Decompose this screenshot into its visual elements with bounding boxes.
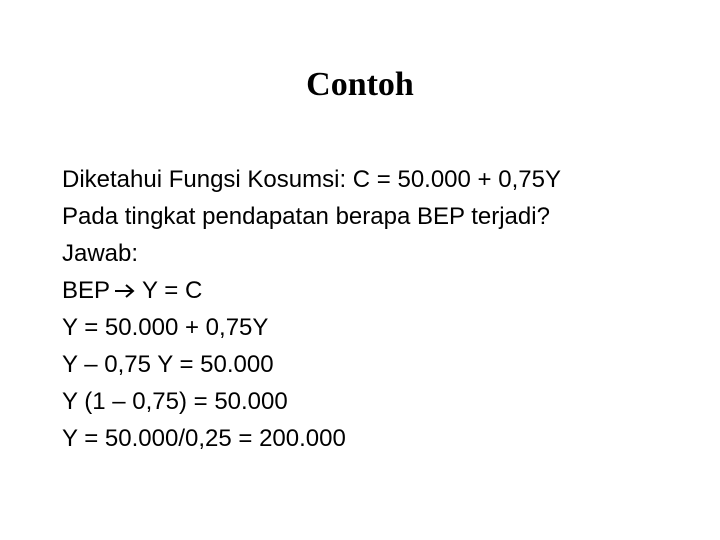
right-arrow-icon — [114, 282, 136, 300]
equation-step-2: Y – 0,75 Y = 50.000 — [62, 351, 274, 378]
equation-result: Y = 50.000/0,25 = 200.000 — [62, 425, 346, 452]
equation-step-1: Y = 50.000 + 0,75Y — [62, 314, 269, 341]
question-line: Pada tingkat pendapatan berapa BEP terjadi? — [62, 203, 550, 230]
slide-body — [62, 161, 702, 457]
slide-title: Contoh — [306, 66, 414, 103]
bep-condition-line — [62, 272, 702, 309]
bep-equation: Y = C — [142, 277, 203, 304]
problem-statement-line: Diketahui Fungsi Kosumsi: C = 50.000 + 0,75Y — [62, 166, 561, 193]
bep-label: BEP — [62, 277, 111, 304]
answer-label: Jawab: — [62, 240, 139, 267]
equation-step-3: Y (1 – 0,75) = 50.000 — [62, 388, 288, 415]
